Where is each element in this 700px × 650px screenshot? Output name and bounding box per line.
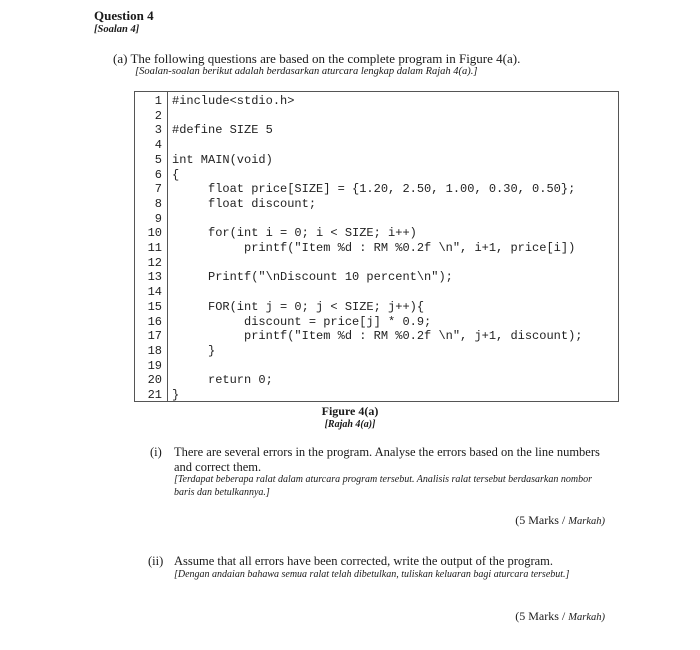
subq-1-number: (i): [150, 445, 162, 459]
code-line: }: [172, 388, 180, 402]
code-line: }: [172, 343, 216, 358]
line-number: 9: [154, 211, 162, 226]
line-number: 8: [154, 196, 162, 211]
subq-1-marks: [405, 513, 605, 528]
code-line: float discount;: [172, 196, 317, 211]
subq-2-marks: [405, 609, 605, 624]
line-number: 20: [147, 373, 162, 388]
code-line: discount = price[j] * 0.9;: [172, 314, 432, 329]
code-line: float price[SIZE] = {1.20, 2.50, 1.00, 0.30, 0.50};: [172, 182, 576, 197]
line-number: 3: [154, 123, 162, 138]
line-number: 18: [147, 343, 162, 358]
line-number-gutter: [135, 92, 168, 401]
code-line: #include<stdio.h>: [172, 94, 295, 108]
line-number: 15: [147, 299, 162, 314]
subq-2-marks-my: Markah): [568, 612, 605, 623]
line-number: 1: [154, 94, 162, 108]
subq-2-text: Assume that all errors have been corrected, write the output of the program.: [174, 554, 554, 568]
line-number: 7: [154, 182, 162, 197]
line-number: 2: [154, 108, 162, 123]
part-a-text-malay: [Soalan-soalan berikut adalah berdasarkan aturcara lengkap dalam Rajah 4(a).]: [135, 66, 478, 77]
line-number: 4: [154, 138, 162, 153]
subq-2-text-malay: [Dengan andaian bahawa semua ralat telah dibetulkan, tuliskan keluaran bagi aturcara tersebut.]: [174, 569, 570, 580]
figure-caption: Figure 4(a): [321, 404, 379, 418]
code-listing: [134, 91, 619, 402]
figure-caption-malay: [Rajah 4(a)]: [324, 419, 376, 430]
part-a-text: (a) The following questions are based on the complete program in Figure 4(a).: [113, 51, 521, 66]
code-line: printf("Item %d : RM %0.2f \n", j+1, discount);: [172, 329, 583, 344]
line-number: 16: [147, 314, 162, 329]
question-title: Question 4: [94, 8, 154, 23]
line-number: 19: [147, 358, 162, 373]
code-line: #define SIZE 5: [172, 123, 273, 138]
line-number: 5: [154, 152, 162, 167]
line-number: 6: [154, 167, 162, 182]
line-number: 14: [147, 285, 162, 300]
code-line: printf("Item %d : RM %0.2f \n", i+1, price[i]): [172, 241, 576, 255]
line-number: 11: [147, 241, 162, 255]
question-subtitle: [Soalan 4]: [94, 24, 140, 35]
line-number: 17: [147, 329, 162, 344]
line-number: 21: [147, 388, 162, 402]
subq-1-text-malay: [Terdapat beberapa ralat dalam aturcara program tersebut. Analisis ralat tersebut berdasarkan nombor baris dan betulkannya.]: [174, 474, 592, 498]
line-number: 10: [147, 226, 162, 241]
subq-1-text: There are several errors in the program. Analyse the errors based on the line numbers and correct them.: [174, 445, 600, 474]
line-number: 13: [147, 270, 162, 285]
code-line: int MAIN(void): [172, 152, 273, 167]
subq-1-marks-my: Markah): [568, 516, 605, 527]
line-number: 12: [147, 255, 162, 270]
code-line: {: [172, 167, 180, 182]
subq-1-marks-en: (5 Marks /: [515, 513, 566, 527]
code-line: FOR(int j = 0; j < SIZE; j++){: [172, 299, 425, 314]
subq-2-number: (ii): [148, 554, 164, 568]
code-line: return 0;: [172, 373, 273, 388]
code-line: Printf("\nDiscount 10 percent\n");: [172, 270, 453, 285]
code-line: for(int i = 0; i < SIZE; i++): [172, 226, 417, 241]
subq-2-marks-en: (5 Marks /: [515, 609, 566, 623]
